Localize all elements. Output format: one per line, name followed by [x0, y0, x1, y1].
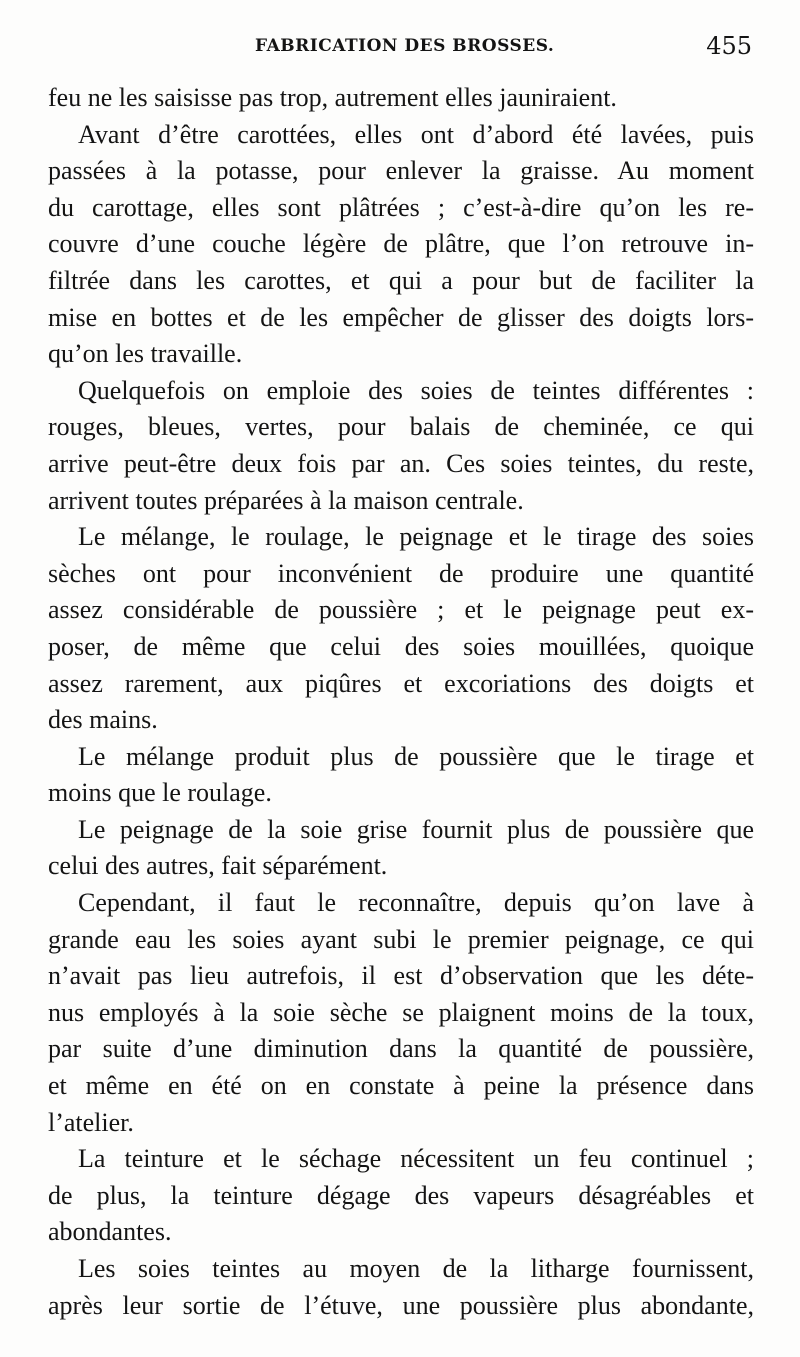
text-line: passées à la potasse, pour enlever la graisse. Au moment — [48, 156, 754, 186]
text-line: assez rarement, aux piqûres et excoriations des doigts et — [48, 668, 754, 698]
text-line: Cependant, il faut le reconnaître, depuis qu’on lave à — [78, 888, 754, 918]
text-line: poser, de même que celui des soies mouillées, quoique — [48, 631, 754, 661]
text-line: abondantes. — [48, 1217, 172, 1247]
text-line: Le mélange, le roulage, le peignage et le tirage des soies — [78, 522, 754, 552]
text-line: filtrée dans les carottes, et qui a pour but de faciliter la — [48, 265, 754, 295]
text-line: feu ne les saisisse pas trop, autrement elles jauniraient. — [48, 83, 617, 112]
text-line: celui des autres, fait séparément. — [48, 851, 388, 881]
text-line: des mains. — [48, 705, 158, 735]
text-line: de plus, la teinture dégage des vapeurs désagréables et — [48, 1180, 754, 1210]
text-line: La teinture et le séchage nécessitent un feu continuel ; — [78, 1144, 754, 1174]
text-line: Les soies teintes au moyen de la litharge fournissent, — [78, 1254, 754, 1283]
text-line: Quelquefois on emploie des soies de teintes différentes : — [78, 375, 754, 405]
text-line: rouges, bleues, vertes, pour balais de cheminée, ce qui — [48, 412, 754, 442]
text-line: arrivent toutes préparées à la maison centrale. — [48, 485, 524, 515]
text-line: moins que le roulage. — [48, 778, 272, 808]
text-line: couvre d’une couche légère de plâtre, que l’on retrouve in- — [48, 229, 754, 259]
text-line: après leur sortie de l’étuve, une poussière plus abondante, — [48, 1290, 754, 1320]
text-line: assez considérable de poussière ; et le peignage peut ex- — [48, 595, 754, 625]
text-line: mise en bottes et de les empêcher de glisser des doigts lors- — [48, 302, 754, 332]
text-line: Le peignage de la soie grise fournit plus de poussière que — [78, 814, 754, 844]
text-line: nus employés à la soie sèche se plaignent moins de la toux, — [48, 997, 754, 1027]
text-line: Avant d’être carottées, elles ont d’abord été lavées, puis — [78, 119, 754, 149]
text-line: grande eau les soies ayant subi le premier peignage, ce qui — [48, 924, 754, 954]
body-text — [48, 80, 754, 1324]
text-line: arrive peut-être deux fois par an. Ces soies teintes, du reste, — [48, 448, 754, 478]
text-line: et même en été on en constate à peine la présence dans — [48, 1071, 754, 1101]
text-line: sèches ont pour inconvénient de produire une quantité — [48, 558, 754, 588]
page-header — [50, 30, 760, 70]
text-line: l’atelier. — [48, 1107, 134, 1137]
running-head: FABRICATION DES BROSSES. — [255, 36, 555, 56]
text-line: Le mélange produit plus de poussière que le tirage et — [78, 741, 754, 771]
text-line: qu’on les travaille. — [48, 339, 243, 369]
text-line: n’avait pas lieu autrefois, il est d’observation que les déte- — [48, 961, 754, 991]
page-number: 455 — [706, 32, 752, 60]
text-line: par suite d’une diminution dans la quantité de poussière, — [48, 1034, 754, 1064]
text-line: du carottage, elles sont plâtrées ; c’est-à-dire qu’on les re- — [48, 192, 754, 222]
